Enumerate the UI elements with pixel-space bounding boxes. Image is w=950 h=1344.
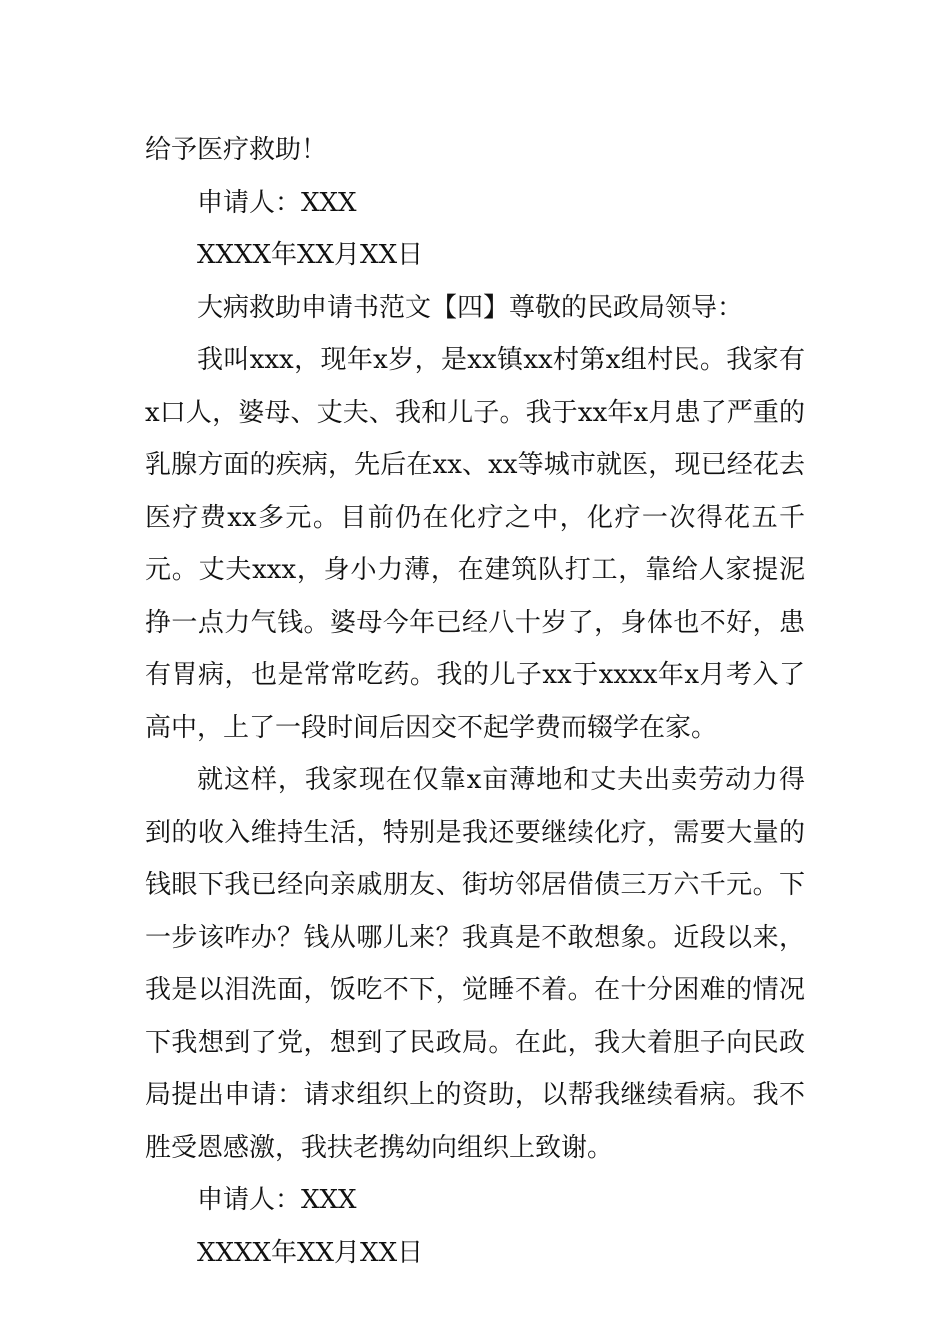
section-heading: 大病救助申请书范文【四】尊敬的民政局领导：	[197, 292, 744, 323]
document-body	[145, 124, 805, 1279]
body-paragraph-2: 就这样，我家现在仅靠x亩薄地和丈夫出卖劳动力得到的收入维持生活，特别是我还要继续化疗，需要大量的钱眼下我已经向亲戚朋友、街坊邻居借债三万六千元。下一步该咋办？钱从哪儿来？我真是不敢想象。近段以来，我是以泪洗面，饭吃不下，觉睡不着。在十分困难的情况下我想到了党，想到了民政局。在此，我大着胆子向民政局提出申请：请求组织上的资助，以帮我继续看病。我不胜受恩感激，我扶老携幼向组织上致谢。	[145, 765, 805, 1163]
continuation-line: 给予医疗救助！	[145, 135, 328, 165]
applicant-line: 申请人：XXX	[197, 187, 357, 218]
applicant-line-2: 申请人：XXX	[197, 1185, 357, 1215]
date-line: XXXX年XX月XX日	[197, 240, 424, 270]
body-paragraph-1: 我叫xxx，现年x岁，是xx镇xx村第x组村民。我家有x口人，婆母、丈夫、我和儿子。我于xx年x月患了严重的乳腺方面的疾病，先后在xx、xx等城市就医，现已经花去医疗费xx多元。目前仍在化疗之中，化疗一次得花五千元。丈夫xxx，身小力薄，在建筑队打工，靠给人家提泥挣一点力气钱。婆母今年已经八十岁了，身体也不好，患有胃病，也是常常吃药。我的儿子xx于xxxx年x月考入了高中，上了一段时间后因交不起学费而辍学在家。	[145, 345, 805, 743]
date-line-2: XXXX年XX月XX日	[197, 1237, 424, 1268]
